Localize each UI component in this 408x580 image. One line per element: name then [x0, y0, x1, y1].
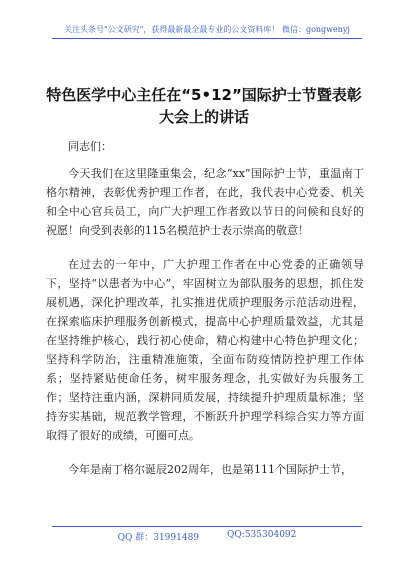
footer-divider	[52, 526, 362, 527]
header-divider	[52, 38, 362, 39]
page-header: 关注头条号"公文研究"，获得最新最全最专业的公文资料库！ 微信：gongwenyj	[64, 25, 350, 34]
page-footer	[52, 530, 362, 543]
document-body	[46, 164, 364, 494]
footer-qq: QQ:535304092	[227, 530, 297, 540]
paragraph-3: 今年是南丁格尔诞辰202周年，也是第111个国际护士节，	[68, 463, 352, 476]
footer-qq-group: QQ 群：31991489	[117, 533, 200, 543]
document-title: 特色医学中心主任在“5•12”国际护士节暨表彰大会上的讲话	[46, 86, 362, 126]
paragraph-1: 今天我们在这里隆重集会，纪念“xx”国际护士节，重温南丁格尔精神，表彰优秀护理工作者，在此，我代表中心党委、机关和全中心官兵员工，向广大护理工作者致以节日的问候和良好的祝愿！向受到表彰的115名模范护士表示崇高的敬意！	[46, 167, 364, 237]
paragraph-2: 在过去的一年中，广大护理工作者在中心党委的正确领导下，坚持“以患者为中心”，牢固树立为部队服务的思想，抓住发展机遇，深化护理改革，扎实推进优质护理服务示范活动进程，在探索临床护理服务创新模式，提高中心护理质量效益，尤其是在坚持维护核心，践行初心使命，精心构建中心特色护理文化；坚持科学防治，注重精准施策，全面布防疫情防控护理工作体系；坚持紧贴使命任务，树牢服务理念，扎实做好为兵服务工作；坚持注重内涵，深耕同质发展，持续提升护理质量标准；坚持夯实基础，规范教学管理，不断跃升护理学科综合实力等方面取得了很好的成绩，可圈可点。	[46, 258, 364, 442]
greeting: 同志们：	[68, 140, 112, 153]
